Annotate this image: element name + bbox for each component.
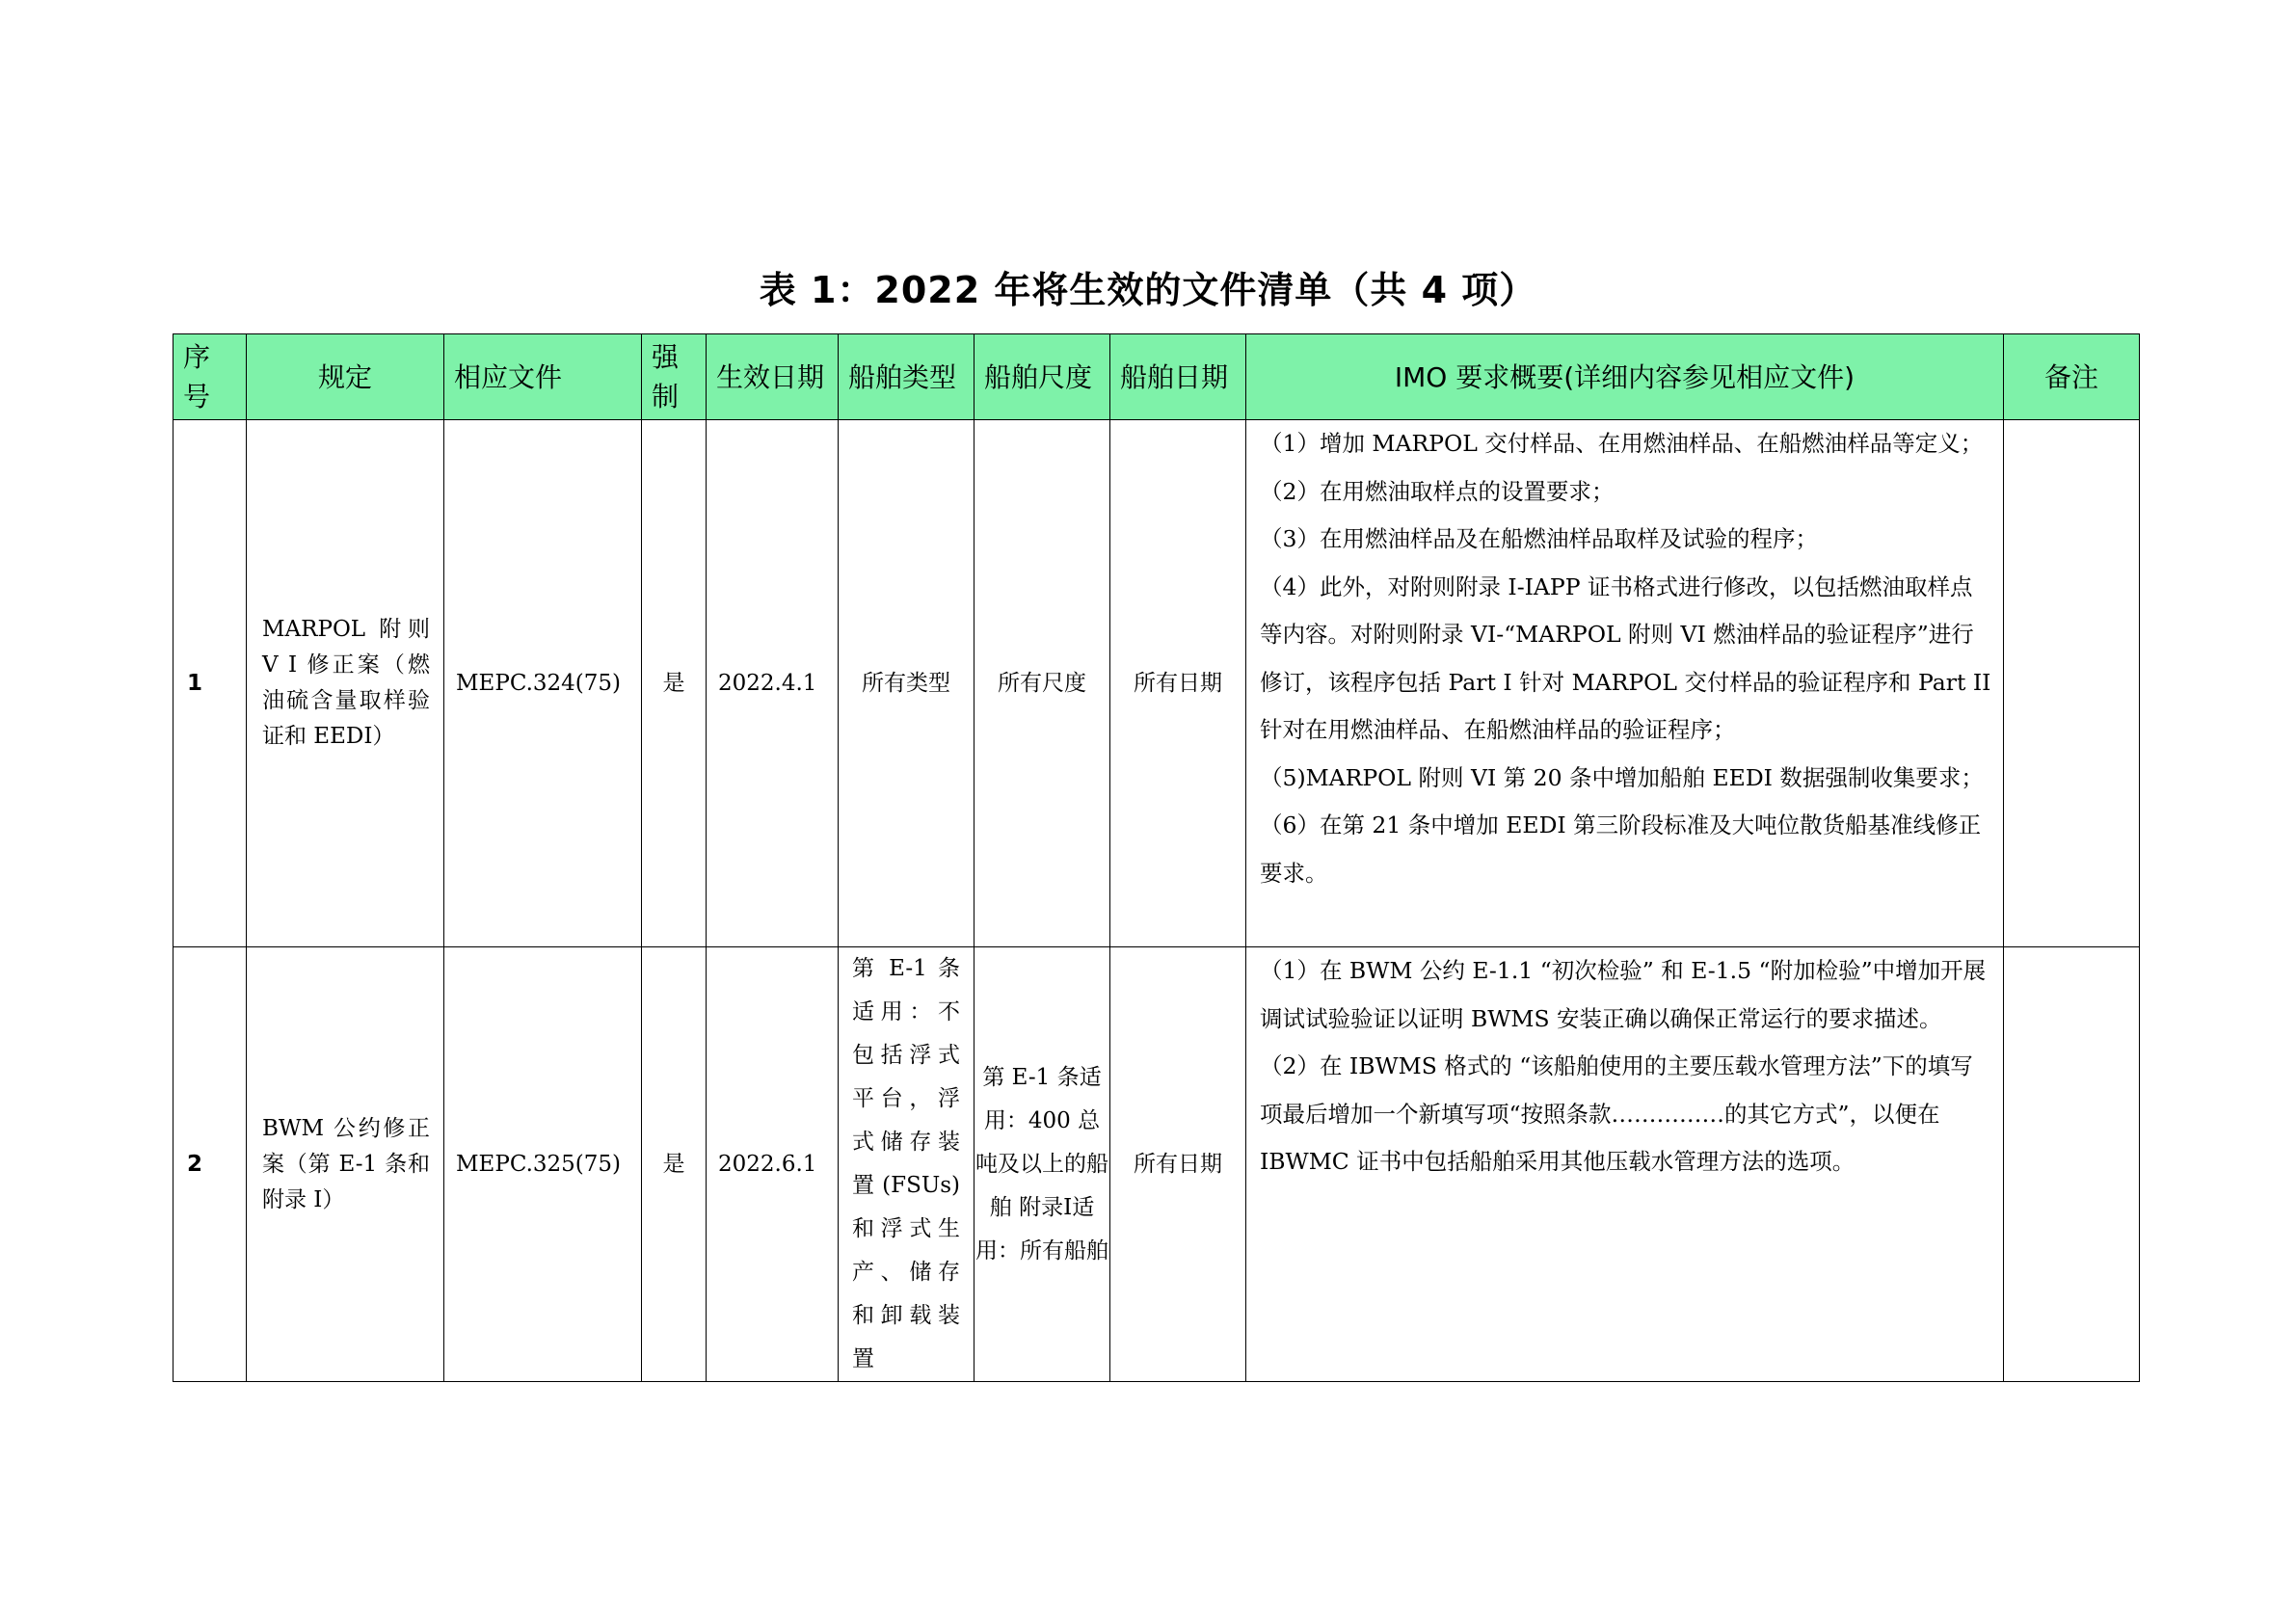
row-seq: 1 (174, 420, 247, 947)
row-ship-date: 所有日期 (1110, 947, 1246, 1382)
summary-item: （1）在 BWM 公约 E-1.1 “初次检验” 和 E-1.5 “附加检验”中增加开展调试试验验证以证明 BWMS 安装正确以确保正常运行的要求描述。 (1260, 957, 1987, 1032)
summary-item: （2）在 IBWMS 格式的 “该船舶使用的主要压载水管理方法”下的填写项最后增加一个新填写项“按照条款……………的其它方式”，以便在 IBWMC 证书中包括船舶采用其他压载水管理方法的选项。 (1260, 1052, 1973, 1175)
header-ship-size: 船舶尺度 (974, 334, 1110, 420)
row-mandatory: 是 (642, 947, 707, 1382)
header-effective-date: 生效日期 (707, 334, 839, 420)
row-ship-type: 第 E-1 条适用：不包括浮式平台，浮式储存装置(FSUs)和浮式生产、储存和卸载装置 (839, 947, 974, 1382)
summary-item: （2）在用燃油取样点的设置要求； (1260, 477, 1615, 505)
row-ship-date: 所有日期 (1110, 420, 1246, 947)
summary-item: （3）在用燃油样品及在船燃油样品取样及试验的程序； (1260, 525, 1818, 552)
row-effective-date: 2022.6.1 (707, 947, 839, 1382)
row-ship-type: 所有类型 (839, 420, 974, 947)
header-row (174, 334, 2140, 420)
row-ship-size: 所有尺度 (974, 420, 1110, 947)
table-row (174, 420, 2140, 947)
summary-item: （5)MARPOL 附则 VI 第 20 条中增加船舶 EEDI 数据强制收集要求； (1260, 763, 1984, 791)
header-seq: 序号 (174, 334, 247, 420)
header-document: 相应文件 (444, 334, 642, 420)
header-regulation: 规定 (247, 334, 444, 420)
header-ship-type: 船舶类型 (839, 334, 974, 420)
row-regulation: MARPOL 附则 V I 修正案（燃油硫含量取样验证和 EEDI） (247, 420, 444, 947)
summary-item: （4）此外，对附则附录 I-IAPP 证书格式进行修改，以包括燃油取样点等内容。对附则附录 VI-“MARPOL 附则 VI 燃油样品的验证程序”进行修订，该程序包括 Part I 针对 MARPOL 交付样品的验证程序和 Part II 针对在用燃油样品、在船燃油样品的验证程序； (1260, 572, 1991, 743)
header-ship-date: 船舶日期 (1110, 334, 1246, 420)
row-remarks (2004, 947, 2140, 1382)
row-summary (1246, 947, 2004, 1382)
header-summary: IMO 要求概要(详细内容参见相应文件) (1246, 334, 2004, 420)
row-effective-date: 2022.4.1 (707, 420, 839, 947)
row-mandatory: 是 (642, 420, 707, 947)
summary-item: （6）在第 21 条中增加 EEDI 第三阶段标准及大吨位散货船基准线修正要求。 (1260, 812, 1982, 887)
table-row (174, 947, 2140, 1382)
document-title: 表 1：2022 年将生效的文件清单（共 4 项） (759, 269, 1537, 311)
row-remarks (2004, 420, 2140, 947)
row-seq: 2 (174, 947, 247, 1382)
header-mandatory: 强制 (642, 334, 707, 420)
regulations-table (173, 333, 2140, 1382)
row-summary (1246, 420, 2004, 947)
header-remarks: 备注 (2004, 334, 2140, 420)
row-document: MEPC.324(75) (444, 420, 642, 947)
row-document: MEPC.325(75) (444, 947, 642, 1382)
summary-item: （1）增加 MARPOL 交付样品、在用燃油样品、在船燃油样品等定义； (1260, 430, 1984, 457)
row-regulation: BWM 公约修正案（第 E-1 条和附录 I） (247, 947, 444, 1382)
row-ship-size: 第 E-1 条适用：400 总吨及以上的船舶 附录I适用：所有船舶 (974, 947, 1110, 1382)
